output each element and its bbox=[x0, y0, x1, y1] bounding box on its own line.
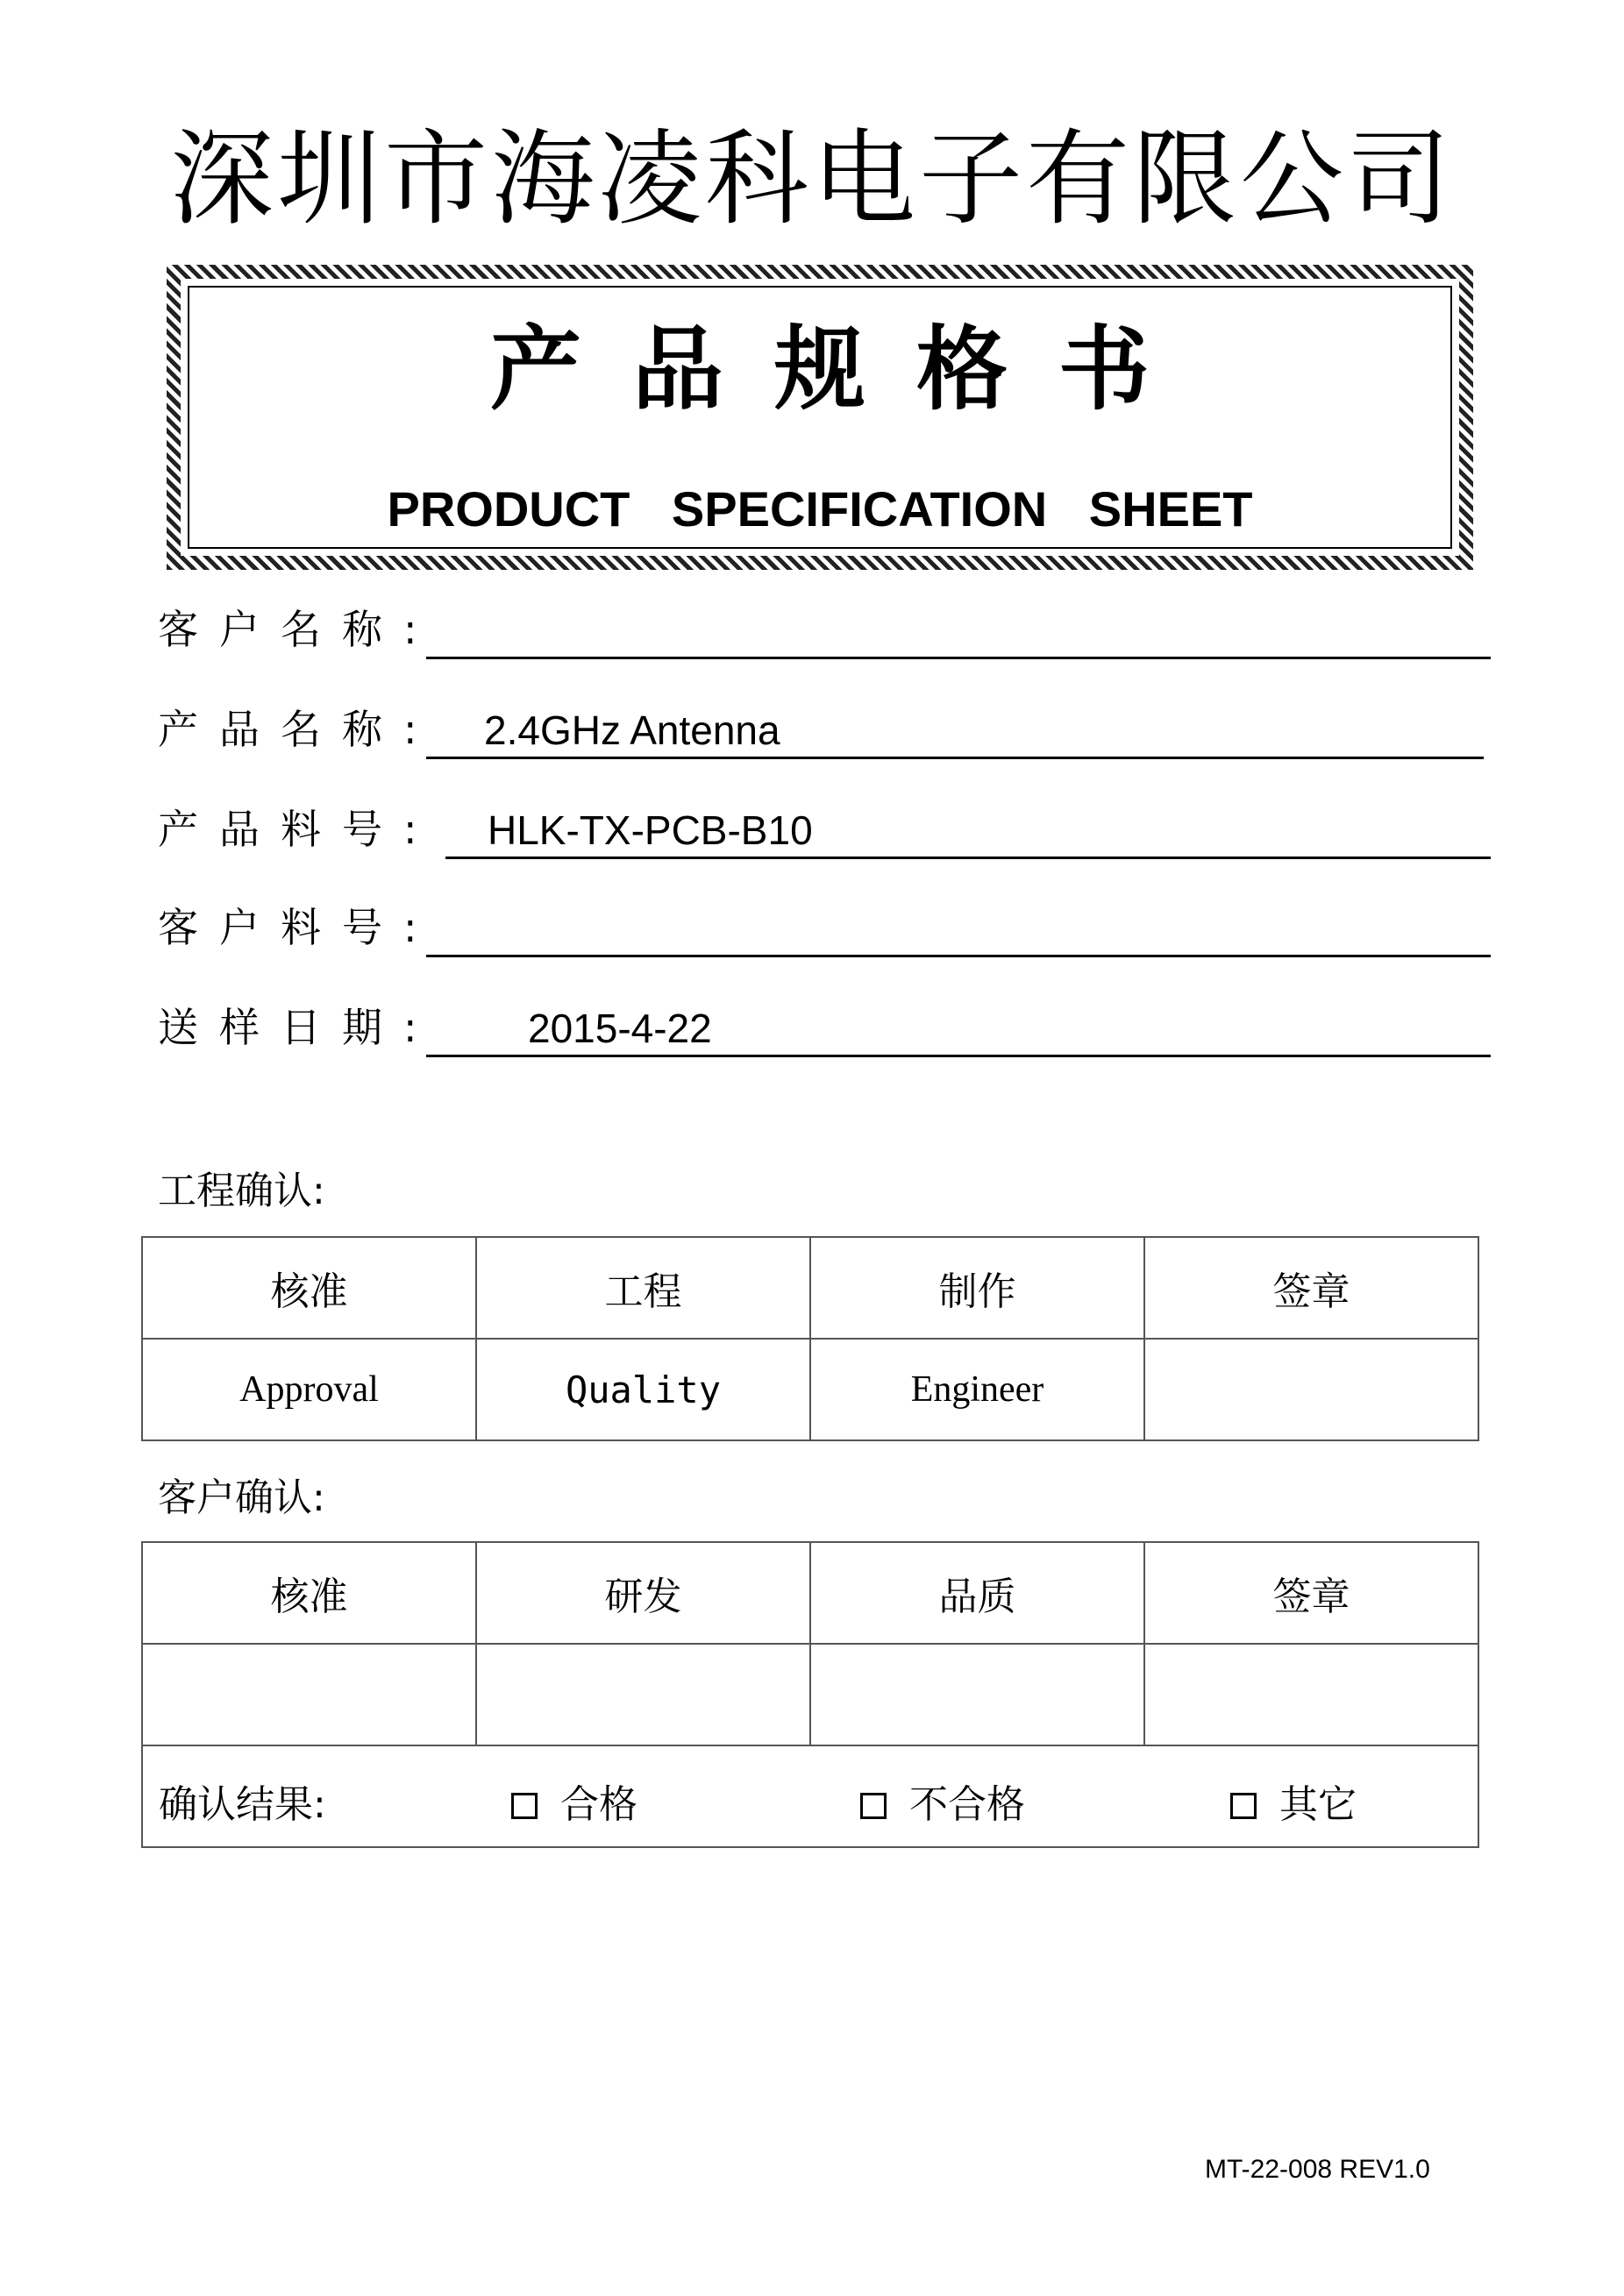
engineering-value-cell: Approval bbox=[142, 1339, 476, 1440]
engineering-header-row bbox=[142, 1237, 1478, 1339]
product-code-field bbox=[158, 798, 1491, 859]
title-inner-frame bbox=[188, 286, 1452, 549]
product-name-value: 2.4GHz Antenna bbox=[484, 707, 780, 753]
company-name: 深圳市海凌科电子有限公司 bbox=[169, 118, 1454, 239]
product-name-line bbox=[426, 757, 1484, 759]
customer-table bbox=[141, 1541, 1479, 1848]
customer-code-line bbox=[426, 955, 1491, 957]
checkbox-icon[interactable] bbox=[860, 1793, 887, 1819]
customer-name-label: 客户名称: bbox=[158, 606, 438, 653]
product-code-line bbox=[445, 857, 1491, 859]
engineering-header-cell: 签章 bbox=[1144, 1237, 1478, 1339]
customer-header-cell: 品质 bbox=[810, 1542, 1144, 1644]
product-code-label: 产品料号: bbox=[158, 806, 438, 853]
engineering-header-cell: 核准 bbox=[142, 1237, 476, 1339]
checkbox-icon[interactable] bbox=[1230, 1793, 1257, 1819]
option-pass[interactable] bbox=[511, 1773, 637, 1829]
product-name-label: 产品名称: bbox=[158, 706, 438, 753]
product-name-field bbox=[158, 698, 1491, 759]
engineering-value-cell: Engineer bbox=[810, 1339, 1144, 1440]
product-code-value: HLK-TX-PCB-B10 bbox=[488, 807, 813, 853]
customer-header-cell: 研发 bbox=[476, 1542, 810, 1644]
engineering-value-cell bbox=[1144, 1339, 1478, 1440]
option-other[interactable] bbox=[1230, 1773, 1357, 1829]
option-other-label: 其它 bbox=[1279, 1782, 1357, 1827]
customer-header-row bbox=[142, 1542, 1478, 1644]
customer-section-title: 客户确认: bbox=[158, 1475, 325, 1520]
option-fail[interactable] bbox=[860, 1773, 1025, 1829]
confirmation-result-cell bbox=[142, 1745, 1478, 1847]
document-title-cn: 产品规格书 bbox=[489, 316, 1200, 423]
customer-header-cell: 核准 bbox=[142, 1542, 476, 1644]
document-title-en: PRODUCT SPECIFICATION SHEET bbox=[387, 481, 1253, 537]
sample-date-value: 2015-4-22 bbox=[528, 1006, 712, 1051]
customer-value-cell[interactable] bbox=[142, 1644, 476, 1745]
engineering-header-cell: 工程 bbox=[476, 1237, 810, 1339]
customer-value-cell[interactable] bbox=[1144, 1644, 1478, 1745]
engineering-section-title: 工程确认: bbox=[158, 1169, 325, 1213]
checkbox-icon[interactable] bbox=[511, 1793, 538, 1819]
engineering-value-cell: Quality bbox=[476, 1339, 810, 1440]
customer-value-cell[interactable] bbox=[810, 1644, 1144, 1745]
customer-code-label: 客户料号: bbox=[158, 904, 438, 951]
customer-header-cell: 签章 bbox=[1144, 1542, 1478, 1644]
customer-name-line bbox=[426, 657, 1491, 659]
sample-date-label: 送样日期: bbox=[158, 1004, 438, 1051]
engineering-header-cell: 制作 bbox=[810, 1237, 1144, 1339]
customer-code-field bbox=[158, 896, 1491, 957]
confirmation-result-row bbox=[142, 1745, 1478, 1847]
document-code: MT-22-008 REV1.0 bbox=[1205, 2155, 1430, 2184]
engineering-table bbox=[141, 1236, 1479, 1441]
engineering-value-row bbox=[142, 1339, 1478, 1440]
customer-value-row bbox=[142, 1644, 1478, 1745]
confirmation-result-label: 确认结果: bbox=[159, 1782, 326, 1827]
option-fail-label: 不合格 bbox=[909, 1782, 1025, 1827]
customer-name-field bbox=[158, 598, 1491, 659]
sample-date-field bbox=[158, 996, 1491, 1057]
option-pass-label: 合格 bbox=[560, 1782, 637, 1827]
customer-value-cell[interactable] bbox=[476, 1644, 810, 1745]
title-frame bbox=[167, 265, 1473, 570]
sample-date-line bbox=[426, 1055, 1491, 1057]
